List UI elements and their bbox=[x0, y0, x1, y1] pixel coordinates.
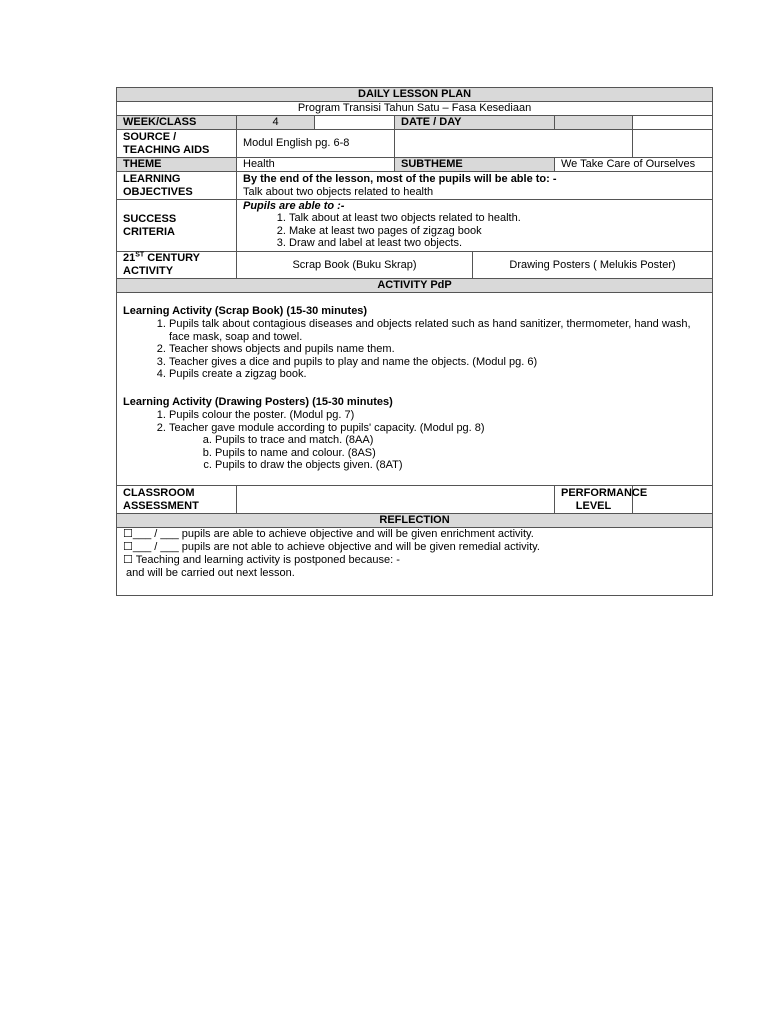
assessment-label-line2: ASSESSMENT bbox=[123, 499, 199, 512]
source-value: Modul English pg. 6-8 bbox=[237, 130, 395, 158]
subtitle-row bbox=[117, 102, 713, 116]
week-row bbox=[117, 116, 713, 130]
list-item bbox=[169, 422, 706, 472]
performance-label-line2: LEVEL bbox=[575, 499, 612, 512]
century-rest: CENTURY bbox=[144, 252, 201, 264]
success-label-line2: CRITERIA bbox=[123, 225, 175, 238]
assessment-row bbox=[117, 486, 713, 514]
objectives-intro: By the end of the lesson, most of the pupils will be able to: - bbox=[243, 172, 557, 185]
subtheme-value: We Take Care of Ourselves bbox=[555, 158, 713, 172]
activity-2-list bbox=[123, 409, 706, 472]
century-label bbox=[117, 252, 237, 279]
reflection-line-enrichment: ☐___ / ___ pupils are able to achieve objective and will be given enrichment activity. bbox=[123, 528, 534, 540]
list-item: 1. Pupils colour the poster. (Modul pg. 7) bbox=[169, 409, 706, 422]
performance-level-label bbox=[555, 486, 648, 514]
success-intro: Pupils are able to :- bbox=[243, 200, 345, 212]
reflection-line-postponed: ☐ Teaching and learning activity is postponed because: - bbox=[123, 554, 400, 566]
date-value bbox=[555, 116, 633, 130]
theme-row bbox=[117, 158, 713, 172]
reflection-content bbox=[117, 528, 713, 596]
reflection-row bbox=[117, 528, 713, 596]
assessment-label bbox=[117, 486, 237, 514]
objectives-content bbox=[237, 172, 713, 200]
objectives-text: Talk about two objects related to health bbox=[243, 185, 434, 198]
success-label bbox=[117, 200, 237, 252]
week-class-label: WEEK/CLASS bbox=[117, 116, 237, 130]
objectives-label bbox=[117, 172, 237, 200]
list-item: 3. Draw and label at least two objects. bbox=[289, 237, 706, 250]
list-item: 4. Pupils create a zigzag book. bbox=[169, 368, 706, 381]
activity-content-row bbox=[117, 293, 713, 486]
century-label-line1 bbox=[123, 252, 230, 265]
source-label bbox=[117, 130, 237, 158]
activity-header: ACTIVITY PdP bbox=[117, 279, 713, 293]
week-class-extra bbox=[315, 116, 395, 130]
assessment-value bbox=[237, 486, 555, 514]
subtheme-label: SUBTHEME bbox=[395, 158, 555, 172]
list-item: 1. Talk about at least two objects related to health. bbox=[289, 212, 706, 225]
lesson-plan-document bbox=[116, 87, 712, 596]
reflection-line-remedial: ☐___ / ___ pupils are not able to achieve objective and will be given remedial activity. bbox=[123, 541, 540, 553]
activity-1-title: Learning Activity (Scrap Book) (15-30 minutes) bbox=[123, 305, 368, 317]
century-sup: ST bbox=[135, 251, 145, 259]
century-activity-1: Scrap Book (Buku Skrap) bbox=[237, 252, 473, 279]
reflection-header-row bbox=[117, 514, 713, 528]
title-row bbox=[117, 88, 713, 102]
success-content bbox=[237, 200, 713, 252]
day-value bbox=[633, 116, 713, 130]
source-extra bbox=[395, 130, 633, 158]
century-activity-2: Drawing Posters ( Melukis Poster) bbox=[473, 252, 713, 279]
page-title: DAILY LESSON PLAN bbox=[117, 88, 713, 102]
objectives-label-line1: LEARNING bbox=[123, 172, 181, 185]
success-label-line1: SUCCESS bbox=[123, 212, 177, 225]
objectives-label-line2: OBJECTIVES bbox=[123, 185, 193, 198]
century-row bbox=[117, 252, 713, 279]
century-label-line2: ACTIVITY bbox=[123, 265, 174, 277]
page-subtitle: Program Transisi Tahun Satu – Fasa Kesediaan bbox=[117, 102, 713, 116]
list-item: 1. Pupils talk about contagious diseases and objects related such as hand sanitizer, thermometer, hand wash, face mask, soap and towel. bbox=[169, 318, 706, 343]
theme-label: THEME bbox=[117, 158, 237, 172]
objectives-row bbox=[117, 172, 713, 200]
reflection-line-next: and will be carried out next lesson. bbox=[123, 567, 295, 579]
theme-value: Health bbox=[237, 158, 395, 172]
source-label-line1: SOURCE / bbox=[123, 130, 177, 143]
activity-2-title: Learning Activity (Drawing Posters) (15-30 minutes) bbox=[123, 395, 393, 408]
activity-2-sublist bbox=[169, 434, 706, 472]
list-item: 3. Teacher gives a dice and pupils to play and name the objects. (Modul pg. 6) bbox=[169, 356, 706, 369]
source-row bbox=[117, 130, 713, 158]
lesson-plan-table bbox=[116, 87, 713, 596]
list-item: a. Pupils to trace and match. (8AA) bbox=[215, 434, 706, 447]
success-row bbox=[117, 200, 713, 252]
list-item-text: Teacher gave module according to pupils' capacity. (Modul pg. 8) bbox=[169, 421, 485, 434]
activity-1-list bbox=[123, 318, 706, 381]
list-item: b. Pupils to name and colour. (8AS) bbox=[215, 447, 706, 460]
list-item: 2. Teacher shows objects and pupils name them. bbox=[169, 343, 706, 356]
success-list bbox=[243, 212, 706, 250]
assessment-label-line1: CLASSROOM bbox=[123, 486, 195, 499]
reflection-header: REFLECTION bbox=[117, 514, 713, 528]
list-item: c. Pupils to draw the objects given. (8AT) bbox=[215, 459, 706, 472]
date-day-label: DATE / DAY bbox=[395, 116, 555, 130]
activity-header-row bbox=[117, 279, 713, 293]
source-label-line2: TEACHING AIDS bbox=[123, 143, 210, 156]
week-class-value: 4 bbox=[237, 116, 315, 130]
performance-label-line1: PERFORMANCE bbox=[561, 486, 648, 499]
century-num: 21 bbox=[123, 252, 136, 264]
list-item: 2. Make at least two pages of zigzag book bbox=[289, 225, 706, 238]
source-extra-2 bbox=[633, 130, 713, 158]
activity-content bbox=[117, 293, 713, 486]
